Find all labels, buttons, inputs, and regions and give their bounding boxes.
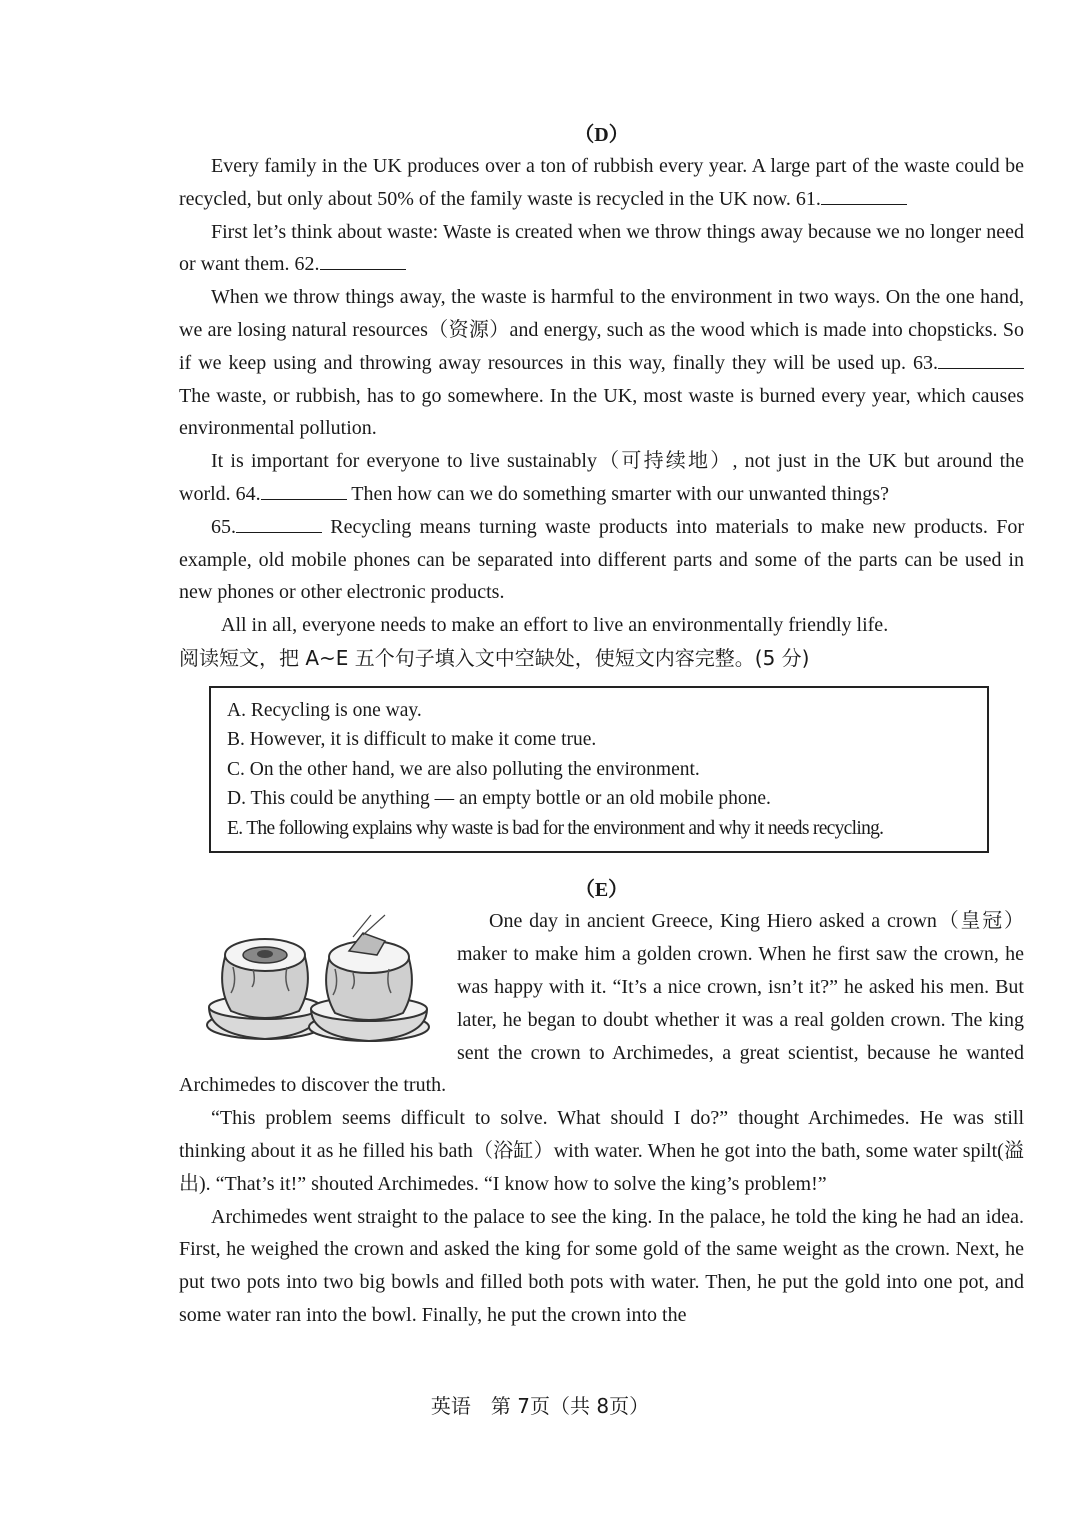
blank-64[interactable] — [261, 481, 347, 500]
section-d-paragraph-6: All in all, everyone needs to make an effort to live an environmentally friendly life. — [221, 614, 889, 637]
option-a: A. Recycling is one way. — [227, 699, 422, 721]
section-d-instruction: 阅读短文，把 A~E 五个句子填入文中空缺处，使短文内容完整。(5 分) — [179, 645, 810, 670]
section-e-paragraph-3: Archimedes went straight to the palace to see the king. In the palace, he told the king he had an idea. First, he weighed the crown and asked the king for some gold of the same weight as the crown. Next, he put two pots into two big bowls and filled both pots with water. Then, he put the gold into one pot, and some water ran into the bowl. Finally, he put the crown into the — [179, 1205, 1024, 1327]
blank-65[interactable] — [236, 514, 322, 533]
blank-62[interactable] — [320, 251, 406, 270]
blank-64-label: 64. — [235, 482, 261, 505]
paragraph-text: First let’s think about waste: Waste is created when we throw things away because we no longer need or want them. — [179, 220, 1024, 276]
section-e-paragraph-2: “This problem seems difficult to solve. What should I do?” thought Archimedes. He was still thinking about it as he filled his bath（浴缸）with water. When he got into the bath, some water spilt(溢出). “That’s it!” shouted Archimedes. “I know how to solve the king’s problem!” — [179, 1107, 1024, 1195]
paragraph-text: It is important for everyone to live sustainably（可持续地）, not just in the UK but around the world. — [179, 450, 1024, 505]
blank-61-label: 61. — [795, 187, 821, 210]
blank-63[interactable] — [938, 350, 1024, 369]
section-e-title: （E） — [574, 879, 629, 902]
paragraph-text: Then how can we do something smarter with our unwanted things? — [346, 482, 889, 505]
option-d: D. This could be anything — an empty bottle or an old mobile phone. — [227, 788, 771, 810]
option-b: B. However, it is difficult to make it come true. — [227, 729, 597, 751]
section-d-title: （D） — [574, 124, 629, 146]
paragraph-text: When we throw things away, the waste is harmful to the environment in two ways. On the one hand, we are losing natural resources（资源）and energy, such as the wood which is made into chopsticks. So if we keep using and throwing away resources in this way, finally they will be used up. — [179, 286, 1024, 374]
option-c: C. On the other hand, we are also polluting the environment. — [227, 758, 700, 780]
option-e: E. The following explains why waste is bad for the environment and why it needs recycling. — [227, 817, 884, 839]
blank-62-label: 62. — [294, 253, 320, 276]
paragraph-text: Recycling means turning waste products into materials to make new products. For example, old mobile phones can be separated into different parts and some of the parts can be used in new phones or other electronic products. — [179, 515, 1024, 604]
pots-in-bowls-illustration — [203, 907, 443, 1057]
page-footer: 英语 第 7页（共 8页） — [430, 1394, 650, 1418]
exam-page — [179, 120, 1024, 1332]
section-d-paragraph-4 — [179, 445, 1024, 511]
paragraph-text: The waste, or rubbish, has to go somewhere. In the UK, most waste is burned every year, which causes environmental pollution. — [179, 384, 1024, 440]
options-box — [209, 686, 989, 854]
section-d-paragraph-3 — [179, 281, 1024, 445]
blank-63-label: 63. — [913, 351, 938, 374]
paragraph-text: Every family in the UK produces over a ton of rubbish every year. A large part of the waste could be recycled, but only about 50% of the family waste is recycled in the UK now. — [179, 155, 1024, 210]
blank-65-label: 65. — [211, 515, 236, 538]
blank-61[interactable] — [821, 186, 907, 205]
section-d-paragraph-5 — [179, 511, 1024, 609]
section-d-paragraph-1 — [179, 150, 1024, 216]
section-d-paragraph-2 — [179, 216, 1024, 282]
section-e-paragraph-1: One day in ancient Greece, King Hiero asked a crown（皇冠）maker to make him a golden crown. When he first saw the crown, he was happy with it. “It’s a nice crown, isn’t it?” he asked his men. But later, he began to doubt whether it was a real golden crown. The king sent the crown to Archimedes, a great scientist, because he wanted Archimedes to discover the truth. — [179, 910, 1024, 1097]
